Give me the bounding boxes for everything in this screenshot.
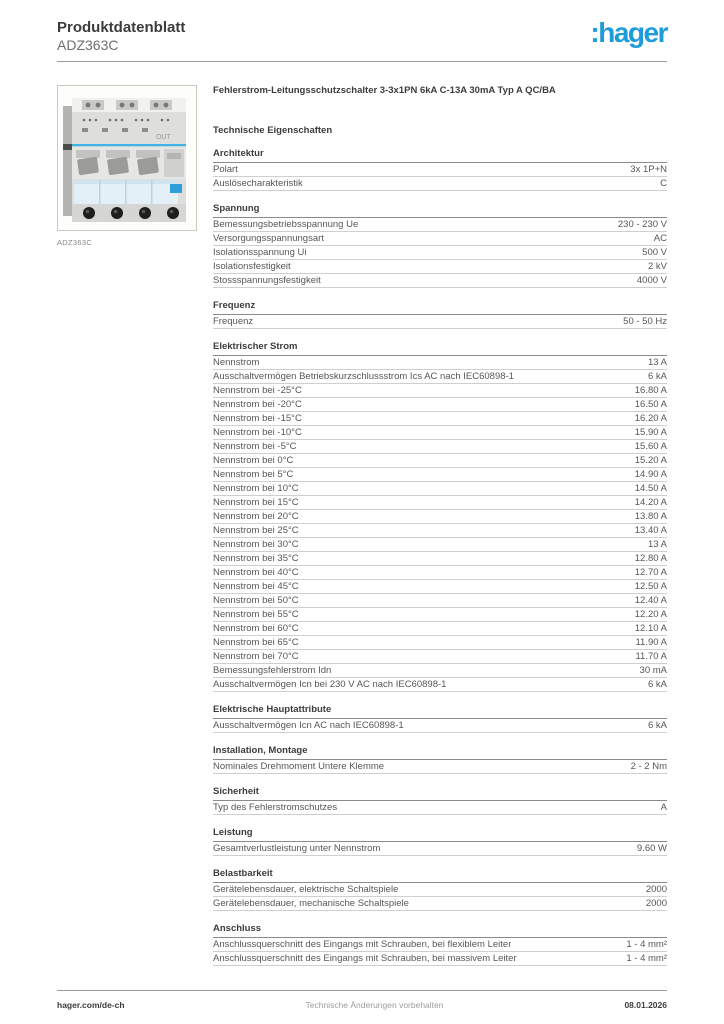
spec-row-label: Ausschaltvermögen Icn bei 230 V AC nach IEC60898-1 <box>213 679 447 690</box>
spec-row-value: 11.70 A <box>635 651 667 662</box>
hager-logo: :hager <box>590 17 667 48</box>
spec-row-value: 9.60 W <box>636 843 667 854</box>
spec-row-label: Frequenz <box>213 316 254 327</box>
document-header <box>57 0 667 54</box>
spec-row <box>213 524 667 538</box>
spec-row-label: Nennstrom bei 0°C <box>213 455 294 466</box>
spec-section-title: Anschluss <box>213 923 667 938</box>
spec-row <box>213 468 667 482</box>
spec-row <box>213 426 667 440</box>
spec-row-label: Nennstrom bei 5°C <box>213 469 294 480</box>
spec-row <box>213 938 667 952</box>
spec-row <box>213 315 667 329</box>
spec-row-value: AC <box>653 233 667 244</box>
spec-row-label: Nennstrom bei 55°C <box>213 609 299 620</box>
spec-row <box>213 883 667 897</box>
spec-row-label: Nennstrom bei 30°C <box>213 539 299 550</box>
spec-row-value: 3x 1P+N <box>630 164 667 175</box>
spec-row-label: Gesamtverlustleistung unter Nennstrom <box>213 843 381 854</box>
spec-row-label: Nominales Drehmoment Untere Klemme <box>213 761 385 772</box>
spec-section-title: Elektrischer Strom <box>213 341 667 356</box>
spec-row-label: Polart <box>213 164 238 175</box>
footer-date: 08.01.2026 <box>624 1000 667 1010</box>
spec-row-value: 500 V <box>642 247 667 258</box>
spec-row-value: 12.20 A <box>634 609 667 620</box>
spec-row <box>213 760 667 774</box>
spec-row-label: Versorgungsspannungsart <box>213 233 324 244</box>
spec-row-value: 12.10 A <box>634 623 667 634</box>
document-sku: ADZ363C <box>57 37 119 53</box>
spec-row-value: 16.80 A <box>634 385 667 396</box>
spec-row-value: 15.60 A <box>634 441 667 452</box>
spec-row <box>213 594 667 608</box>
spec-row <box>213 622 667 636</box>
technical-properties-heading: Technische Eigenschaften <box>213 125 333 136</box>
spec-row-value: 1 - 4 mm² <box>626 939 667 950</box>
spec-row-value: 1 - 4 mm² <box>626 953 667 964</box>
spec-section-title: Belastbarkeit <box>213 868 667 883</box>
spec-row-value: 230 - 230 V <box>617 219 667 230</box>
spec-row-label: Gerätelebensdauer, elektrische Schaltspiele <box>213 884 399 895</box>
spec-row-value: 2000 <box>645 884 667 895</box>
document-title-block <box>57 18 185 54</box>
spec-row <box>213 678 667 692</box>
spec-row <box>213 246 667 260</box>
spec-row <box>213 370 667 384</box>
spec-row-label: Nennstrom bei 65°C <box>213 637 299 648</box>
spec-row-label: Bemessungsfehlerstrom Idn <box>213 665 332 676</box>
spec-row-label: Nennstrom bei -15°C <box>213 413 302 424</box>
spec-row <box>213 496 667 510</box>
spec-row-value: 6 kA <box>647 720 667 731</box>
footer-website: hager.com/de-ch <box>57 1000 125 1010</box>
spec-row <box>213 897 667 911</box>
spec-row <box>213 163 667 177</box>
spec-row-value: 16.50 A <box>634 399 667 410</box>
breaker-windows <box>74 180 182 206</box>
spec-row-label: Gerätelebensdauer, mechanische Schaltspiele <box>213 898 409 909</box>
spec-row-value: 12.70 A <box>634 567 667 578</box>
spec-section-title: Frequenz <box>213 300 667 315</box>
breaker-screws <box>72 204 186 222</box>
spec-row <box>213 842 667 856</box>
main-area <box>57 85 667 966</box>
breaker-out-label: OUT <box>156 134 171 141</box>
spec-row <box>213 510 667 524</box>
spec-row-value: 13.80 A <box>634 511 667 522</box>
spec-row-label: Nennstrom bei 25°C <box>213 525 299 536</box>
spec-row-value: 14.20 A <box>634 497 667 508</box>
breaker-levers <box>72 147 186 179</box>
spec-row-label: Nennstrom <box>213 357 260 368</box>
spec-row-value: 2 - 2 Nm <box>630 761 667 772</box>
spec-row-label: Nennstrom bei 40°C <box>213 567 299 578</box>
spec-section <box>213 745 667 774</box>
spec-row <box>213 482 667 496</box>
product-image-frame <box>57 85 197 231</box>
spec-row <box>213 719 667 733</box>
spec-row-value: 13 A <box>647 539 667 550</box>
spec-row-label: Isolationsspannung Ui <box>213 247 307 258</box>
spec-row <box>213 608 667 622</box>
spec-row-value: 30 mA <box>639 665 667 676</box>
spec-row-value: 15.90 A <box>634 427 667 438</box>
spec-row <box>213 552 667 566</box>
spec-row-label: Nennstrom bei 20°C <box>213 511 299 522</box>
product-image-caption: ADZ363C <box>57 238 93 247</box>
spec-section <box>213 300 667 329</box>
spec-row <box>213 384 667 398</box>
spec-row-label: Nennstrom bei 45°C <box>213 581 299 592</box>
spec-row-label: Stossspannungsfestigkeit <box>213 275 321 286</box>
spec-row-value: A <box>660 802 667 813</box>
product-image <box>58 86 196 230</box>
document-type-title: Produktdatenblatt <box>57 19 186 36</box>
product-title: Fehlerstrom-Leitungsschutzschalter 3-3x1PN 6kA C-13A 30mA Typ A QC/BA <box>213 85 556 96</box>
spec-row-value: 50 - 50 Hz <box>623 316 667 327</box>
spec-row-value: 6 kA <box>647 679 667 690</box>
spec-row-value: 15.20 A <box>634 455 667 466</box>
spec-row-value: 13 A <box>647 357 667 368</box>
spec-row-value: 6 kA <box>647 371 667 382</box>
spec-row-value: 2 kV <box>647 261 667 272</box>
spec-row <box>213 801 667 815</box>
spec-row <box>213 664 667 678</box>
spec-row <box>213 398 667 412</box>
spec-row <box>213 580 667 594</box>
spec-section-title: Leistung <box>213 827 667 842</box>
spec-section-title: Elektrische Hauptattribute <box>213 704 667 719</box>
spec-row <box>213 566 667 580</box>
spec-section <box>213 868 667 911</box>
spec-row-label: Nennstrom bei 50°C <box>213 595 299 606</box>
spec-row <box>213 538 667 552</box>
spec-row-label: Anschlussquerschnitt des Eingangs mit Schrauben, bei massivem Leiter <box>213 953 517 964</box>
spec-section <box>213 786 667 815</box>
spec-row-value: 12.80 A <box>634 553 667 564</box>
spec-row-label: Isolationsfestigkeit <box>213 261 291 272</box>
spec-row <box>213 274 667 288</box>
spec-section <box>213 827 667 856</box>
spec-section-title: Spannung <box>213 203 667 218</box>
spec-row <box>213 177 667 191</box>
spec-row-value: 13.40 A <box>634 525 667 536</box>
spec-row-label: Ausschaltvermögen Icn AC nach IEC60898-1 <box>213 720 404 731</box>
spec-row <box>213 454 667 468</box>
spec-section <box>213 148 667 191</box>
spec-row-value: 14.90 A <box>634 469 667 480</box>
spec-row <box>213 260 667 274</box>
spec-section <box>213 704 667 733</box>
product-image-column <box>57 85 197 247</box>
spec-row-label: Anschlussquerschnitt des Eingangs mit Schrauben, bei flexiblem Leiter <box>213 939 512 950</box>
spec-row-label: Nennstrom bei -5°C <box>213 441 297 452</box>
header-divider <box>57 61 667 62</box>
spec-row-value: 2000 <box>645 898 667 909</box>
breaker-blue-stripe <box>72 144 186 146</box>
spec-section-title: Sicherheit <box>213 786 667 801</box>
spec-row-value: 12.40 A <box>634 595 667 606</box>
spec-row <box>213 636 667 650</box>
spec-row <box>213 232 667 246</box>
spec-section-title: Architektur <box>213 148 667 163</box>
page-footer <box>57 990 667 1010</box>
spec-row <box>213 440 667 454</box>
spec-row-value: C <box>660 178 667 189</box>
spec-row <box>213 412 667 426</box>
spec-section-title: Installation, Montage <box>213 745 667 760</box>
spec-section <box>213 923 667 966</box>
spec-row <box>213 356 667 370</box>
spec-row-label: Ausschaltvermögen Betriebskurzschlussstrom Ics AC nach IEC60898-1 <box>213 371 514 382</box>
breaker-blue-label <box>170 184 182 193</box>
spec-row-label: Typ des Fehlerstromschutzes <box>213 802 338 813</box>
spec-row-label: Nennstrom bei 60°C <box>213 623 299 634</box>
spec-content <box>213 85 667 966</box>
spec-row-value: 12.50 A <box>634 581 667 592</box>
spec-row-label: Nennstrom bei 10°C <box>213 483 299 494</box>
footer-disclaimer: Technische Änderungen vorbehalten <box>305 1000 444 1010</box>
spec-row-label: Nennstrom bei -10°C <box>213 427 302 438</box>
spec-section <box>213 341 667 692</box>
spec-row-label: Nennstrom bei 35°C <box>213 553 299 564</box>
spec-section <box>213 203 667 288</box>
spec-row-label: Nennstrom bei -25°C <box>213 385 302 396</box>
spec-row-label: Bemessungsbetriebsspannung Ue <box>213 219 359 230</box>
spec-row-value: 14.50 A <box>634 483 667 494</box>
spec-row-value: 16.20 A <box>634 413 667 424</box>
spec-sections <box>213 148 667 966</box>
spec-row <box>213 952 667 966</box>
spec-row-label: Nennstrom bei -20°C <box>213 399 302 410</box>
spec-row <box>213 218 667 232</box>
spec-row-value: 4000 V <box>636 275 667 286</box>
spec-row-label: Auslösecharakteristik <box>213 178 303 189</box>
spec-row-label: Nennstrom bei 70°C <box>213 651 299 662</box>
spec-row-value: 11.90 A <box>635 637 667 648</box>
spec-row <box>213 650 667 664</box>
spec-row-label: Nennstrom bei 15°C <box>213 497 299 508</box>
